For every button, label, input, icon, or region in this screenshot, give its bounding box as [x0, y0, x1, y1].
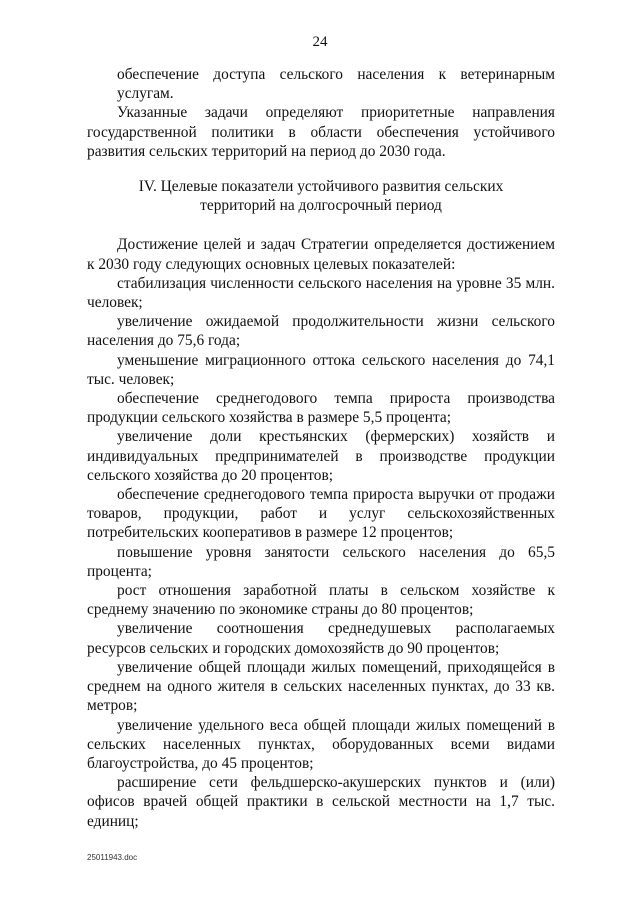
indicator-item: увеличение общей площади жилых помещений, приходящейся в среднем на одного жителя в сельских населенных пунктах, до 33 кв. метров; [87, 658, 555, 715]
indicator-item: рост отношения заработной платы в сельском хозяйстве к среднему значению по экономике страны до 80 процентов; [87, 582, 555, 619]
indicator-item: стабилизация численности сельского населения на уровне 35 млн. человек; [87, 274, 555, 312]
indicator-item: уменьшение миграционного оттока сельского населения до 74,1 тыс. человек; [87, 351, 555, 388]
indicator-item: обеспечение среднегодового темпа прироста выручки от продажи товаров, продукции, работ и услуг сельскохозяйственных потребительских кооперативов в размере 12 процентов; [87, 486, 555, 542]
indicator-item: повышение уровня занятости сельского населения до 65,5 процента; [87, 543, 555, 580]
intro-paragraph-2: Указанные задачи определяют приоритетные направления государственной политики в области обеспечения устойчивого развития сельских территорий на период до 2030 года. [87, 104, 555, 160]
page-number: 24 [312, 34, 328, 50]
section-heading-line-2: территорий на долгосрочный период [200, 197, 442, 215]
indicator-item: увеличение ожидаемой продолжительности жизни сельского населения до 75,6 года; [87, 313, 555, 350]
section-heading-line-1: IV. Целевые показатели устойчивого развития сельских [138, 178, 504, 196]
indicator-item: расширение сети фельдшерско-акушерских пунктов и (или) офисов врачей общей практики в сельской местности на 1,7 тыс. единиц; [87, 774, 555, 830]
section-heading [87, 177, 555, 215]
indicator-item: увеличение соотношения среднедушевых располагаемых ресурсов сельских и городских домохозяйств до 90 процентов; [87, 620, 555, 657]
indicator-item: увеличение удельного веса общей площади жилых помещений в сельских населенных пунктах, оборудованных всеми видами благоустройства, до 45 процентов; [87, 716, 555, 772]
indicator-item: обеспечение среднегодового темпа прироста производства продукции сельского хозяйства в размере 5,5 процента; [87, 390, 555, 427]
indicator-item: увеличение доли крестьянских (фермерских) хозяйств и индивидуальных предпринимателей в производстве продукции сельского хозяйства до 20 процентов; [87, 428, 555, 484]
intro-paragraph-1: обеспечение доступа сельского населения к ветеринарным услугам. [117, 66, 555, 103]
lead-paragraph: Достижение целей и задач Стратегии определяется достижением к 2030 году следующих основных целевых показателей: [87, 236, 555, 273]
document-file-name: 25011943.doc [87, 853, 138, 862]
document-body [87, 65, 555, 831]
